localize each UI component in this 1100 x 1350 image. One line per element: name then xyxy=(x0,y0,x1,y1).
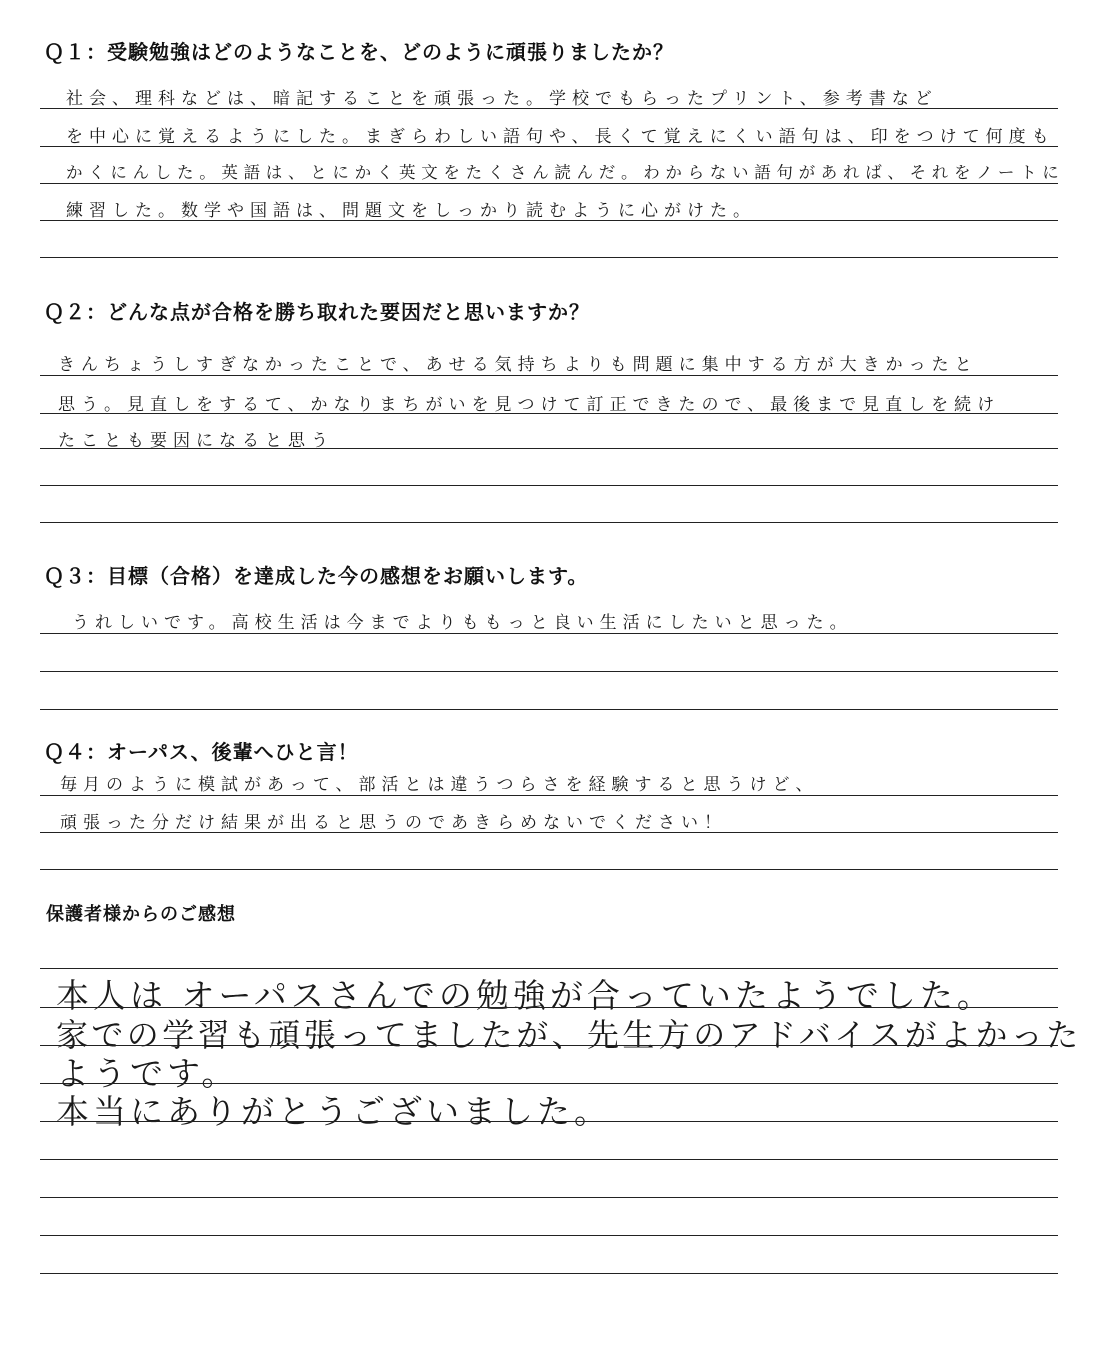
q3-answer-line-1: うれしいです。高校生活は今までよりももっと良い生活にしたいと思った。 xyxy=(72,613,853,633)
ruled-line xyxy=(40,1083,1058,1084)
q4-heading: Ｑ４：オーパス、後輩へひと言！ xyxy=(44,740,359,764)
ruled-line xyxy=(40,671,1058,672)
q2-answer-line-3: たことも要因になると思う xyxy=(58,431,334,451)
ruled-line xyxy=(40,448,1058,449)
ruled-line xyxy=(40,832,1058,833)
parent-comment-line-4: 本当にありがとうございました。 xyxy=(56,1092,611,1131)
ruled-line xyxy=(40,1007,1058,1008)
q1-answer-line-2: を中心に覚えるようにした。まぎらわしい語句や、長くて覚えにくい語句は、印をつけて何度も xyxy=(66,127,1055,147)
q1-answer-line-4: 練習した。数学や国語は、問題文をしっかり読むように心がけた。 xyxy=(66,201,756,221)
parent-comment-line-2: 家での学習も頑張ってましたが、先生方のアドバイスがよかった xyxy=(56,1016,1082,1054)
q3-heading: Ｑ３：目標（合格）を達成した今の感想をお願いします。 xyxy=(44,564,589,588)
q4-answer-line-1: 毎月のように模試があって、部活とは違うつらさを経験すると思うけど、 xyxy=(60,775,819,795)
ruled-line xyxy=(40,146,1058,147)
ruled-line xyxy=(40,1045,1058,1046)
ruled-line xyxy=(40,709,1058,710)
ruled-line xyxy=(40,220,1058,221)
q2-answer-line-2: 思う。見直しをするて、かなりまちがいを見つけて訂正できたので、最後まで見直しを続け xyxy=(58,395,1001,415)
ruled-line xyxy=(40,375,1058,376)
q1-heading: Ｑ１：受験勉強はどのようなことを、どのように頑張りましたか？ xyxy=(44,40,674,64)
q1-answer-line-3: かくにんした。英語は、とにかく英文をたくさん読んだ。わからない語句があれば、それをノートに xyxy=(66,163,1065,182)
ruled-line xyxy=(40,522,1058,523)
q4-answer-line-2: 頑張った分だけ結果が出ると思うのであきらめないでください！ xyxy=(60,813,727,833)
ruled-line xyxy=(40,1121,1058,1122)
ruled-line xyxy=(40,257,1058,258)
ruled-line xyxy=(40,183,1058,184)
parent-comments-heading: 保護者様からのご感想 xyxy=(46,904,236,925)
parent-comment-line-1: 本人は オーパスさんでの勉強が合っていたようでした。 xyxy=(56,976,994,1015)
q2-heading: Ｑ２：どんな点が合格を勝ち取れた要因だと思いますか？ xyxy=(44,300,590,324)
q2-answer-line-1: きんちょうしすぎなかったことで、あせる気持ちよりも問題に集中する方が大きかったと xyxy=(58,355,978,375)
ruled-line xyxy=(40,1273,1058,1274)
ruled-line xyxy=(40,413,1058,414)
ruled-line xyxy=(40,108,1058,109)
ruled-line xyxy=(40,869,1058,870)
ruled-line xyxy=(40,1235,1058,1236)
ruled-line xyxy=(40,795,1058,796)
ruled-line xyxy=(40,968,1058,969)
ruled-line xyxy=(40,1197,1058,1198)
parent-comment-line-3: ようです。 xyxy=(56,1054,239,1093)
q1-answer-line-1: 社会、理科などは、暗記することを頑張った。学校でもらったプリント、参考書など xyxy=(66,89,938,109)
ruled-line xyxy=(40,633,1058,634)
ruled-line xyxy=(40,1159,1058,1160)
ruled-line xyxy=(40,485,1058,486)
